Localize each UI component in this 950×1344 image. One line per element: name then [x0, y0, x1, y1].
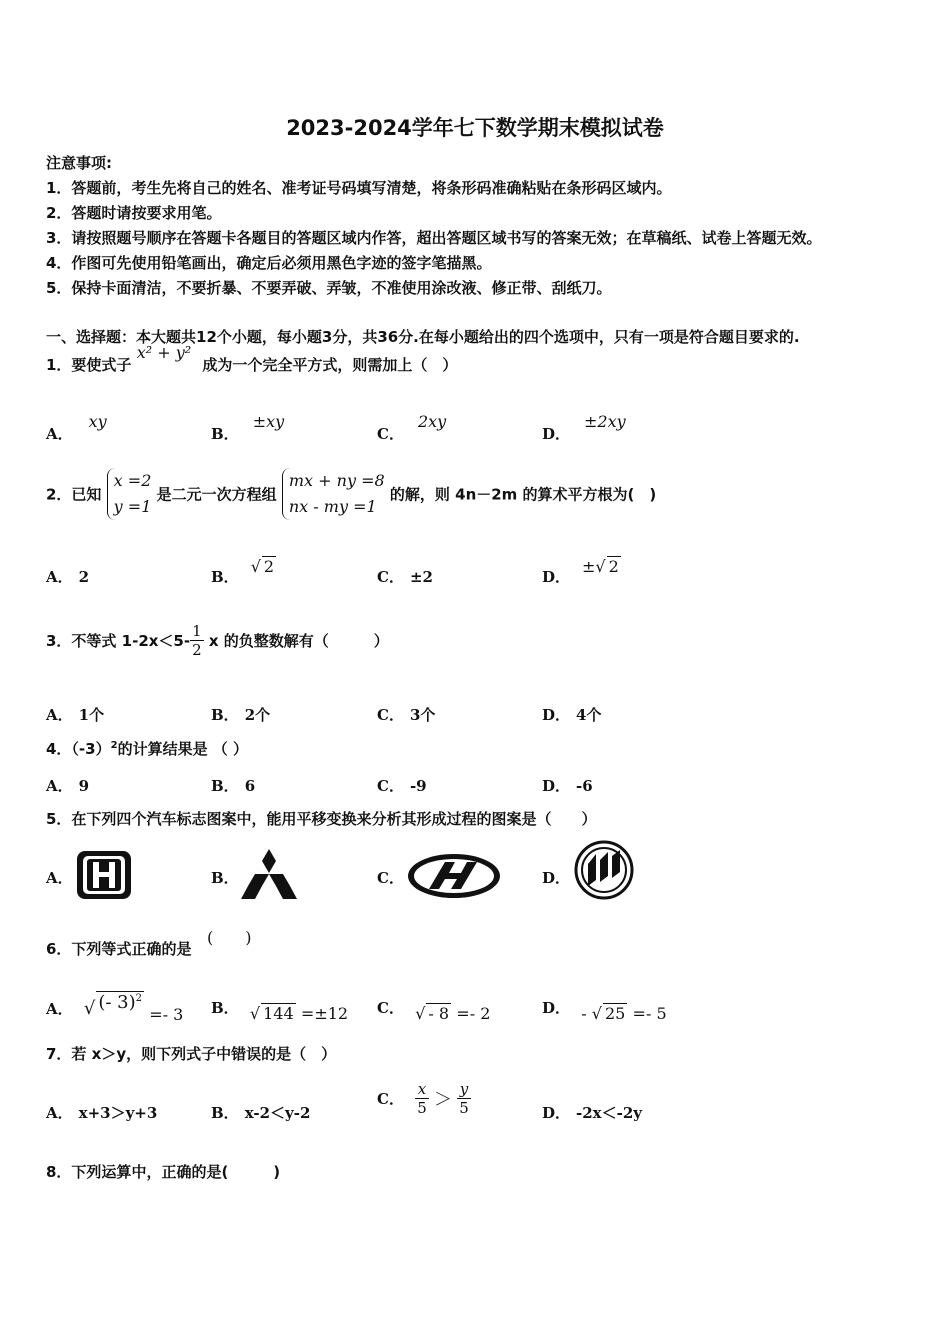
- q6-option-a[interactable]: A． √ (- 3)$^2$ =- 3: [46, 992, 184, 1024]
- notice-item: 1．答题前，考生先将自己的姓名、准考证号码填写清楚，将条形码准确粘贴在条形码区域内。: [46, 179, 672, 197]
- question-2-mid: 是二元一次方程组: [156, 485, 277, 504]
- notice-item: 5．保持卡面清洁，不要折暴、不要弄破、弄皱，不准使用涂改液、修正带、刮纸刀。: [46, 279, 612, 297]
- q5-option-a-label[interactable]: A．: [46, 869, 73, 887]
- q3-option-d[interactable]: D． 4个: [542, 706, 602, 724]
- equation-system: mx + ny =8 nx - my =1: [282, 468, 385, 520]
- page-title: 2023-2024学年七下数学期末模拟试卷: [286, 116, 664, 140]
- q2-option-a[interactable]: A． 2: [46, 568, 90, 586]
- q5-option-c-label[interactable]: C．: [377, 869, 404, 887]
- question-3-pre: 3．不等式 1-2x＜5-: [46, 632, 191, 650]
- question-2-pre: 2．已知: [46, 485, 102, 504]
- q6-option-d[interactable]: D． - √ 25 =- 5: [542, 999, 667, 1023]
- question-5: 5．在下列四个汽车标志图案中，能用平移变换来分析其形成过程的图案是（ ）: [46, 810, 597, 828]
- question-1-expr: x² + y²: [136, 343, 192, 362]
- q6-option-c[interactable]: C． √ - 8 =- 2: [377, 999, 491, 1023]
- q1-option-d[interactable]: D．±2xy: [542, 412, 626, 443]
- question-7: 7．若 x＞y，则下列式子中错误的是（ ）: [46, 1045, 337, 1063]
- question-1-post: 成为一个完全平方式，则需加上（ ）: [202, 356, 458, 374]
- q7-option-c[interactable]: C． $\frac{x}{5}$ ＞ $\frac{y}{5}$: [377, 1080, 469, 1117]
- q3-option-b[interactable]: B． 2个: [211, 706, 271, 724]
- solution-system: x =2 y =1: [107, 468, 152, 520]
- notice-item: 2．答题时请按要求用笔。: [46, 204, 222, 222]
- q2-option-b[interactable]: B．√ 2: [211, 557, 275, 586]
- mitsubishi-logo-icon[interactable]: [240, 848, 298, 900]
- question-8: 8．下列运算中，正确的是( ): [46, 1163, 281, 1181]
- question-2-post: 的解，则 4n－2m 的算术平方根为( ): [389, 485, 657, 504]
- question-3-post: x 的负整数解有（ ）: [208, 632, 389, 650]
- q4-option-c[interactable]: C． -9: [377, 777, 427, 795]
- q3-option-c[interactable]: C． 3个: [377, 706, 436, 724]
- fraction-half: $\frac{1}{2}$: [192, 622, 202, 659]
- notice-heading: 注意事项:: [46, 154, 112, 172]
- q5-option-d-label[interactable]: D．: [542, 869, 571, 887]
- q2-option-c[interactable]: C． ±2: [377, 568, 433, 586]
- question-4: 4．$(-3)^2$的计算结果是 （ ）: [46, 740, 249, 758]
- hyundai-logo-icon[interactable]: [405, 851, 503, 901]
- question-1: [46, 343, 458, 375]
- q6-option-b[interactable]: B． √ 144 =±12: [211, 999, 349, 1023]
- question-2: [46, 468, 656, 520]
- question-6-paren: ( ): [207, 928, 252, 947]
- q1-option-c[interactable]: C．2xy: [377, 412, 447, 443]
- q4-option-b[interactable]: B． 6: [211, 777, 256, 795]
- q4-option-a[interactable]: A． 9: [46, 777, 90, 795]
- q3-option-a[interactable]: A． 1个: [46, 706, 105, 724]
- q1-option-b[interactable]: B．±xy: [211, 412, 285, 443]
- q7-option-b[interactable]: B． x-2＜y-2: [211, 1104, 311, 1122]
- question-1-pre: 1．要使式子: [46, 356, 132, 374]
- section-heading: 一、选择题：本大题共12个小题，每小题3分，共36分.在每小题给出的四个选项中，只有一项是符合题目要求的.: [46, 328, 800, 346]
- notice-item: 3．请按照题号顺序在答题卡各题目的答题区域内作答，超出答题区域书写的答案无效；在草稿纸、试卷上答题无效。: [46, 229, 822, 247]
- q4-option-d[interactable]: D． -6: [542, 777, 593, 795]
- honda-logo-icon[interactable]: [75, 849, 133, 901]
- q7-option-a[interactable]: A． x+3＞y+3: [46, 1104, 158, 1122]
- question-3: [46, 622, 389, 659]
- q1-option-a[interactable]: A．xy: [46, 412, 107, 443]
- question-6: 6．下列等式正确的是: [46, 940, 192, 958]
- q5-option-b-label[interactable]: B．: [211, 869, 239, 887]
- q7-option-d[interactable]: D． -2x＜-2y: [542, 1104, 642, 1122]
- buick-logo-icon[interactable]: [574, 840, 634, 900]
- notice-item: 4．作图可先使用铅笔画出，确定后必须用黑色字迹的签字笔描黑。: [46, 254, 492, 272]
- q2-option-d[interactable]: D．±√ 2: [542, 557, 619, 586]
